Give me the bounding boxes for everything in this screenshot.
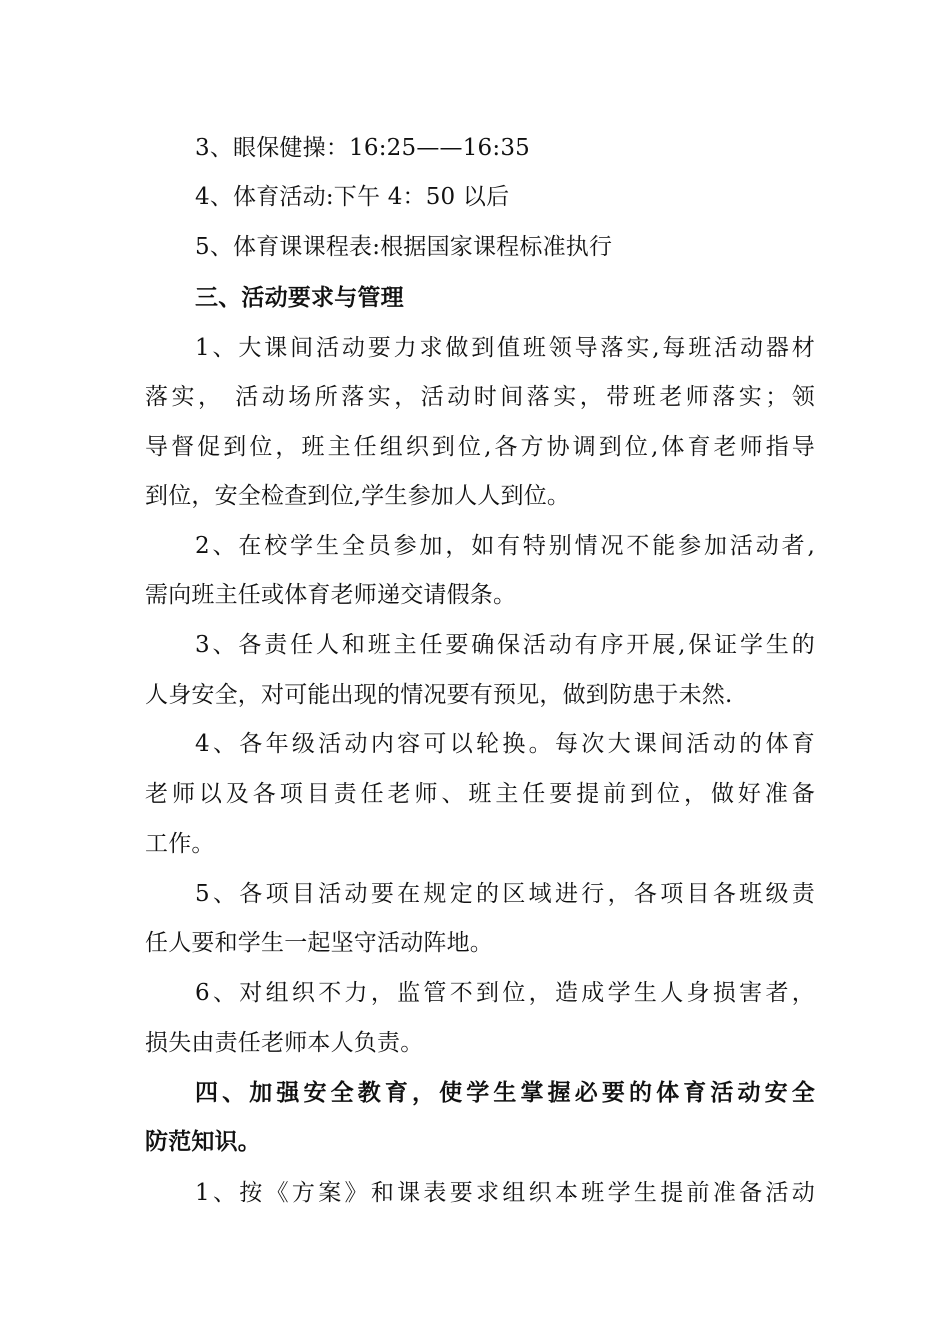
section-heading-4: 四、加强安全教育，使学生掌握必要的体育活动安全 bbox=[195, 1079, 815, 1106]
paragraph-line: 2、在校学生全员参加，如有特别情况不能参加活动者, bbox=[195, 533, 815, 559]
paragraph-line: 损失由责任老师本人负责。 bbox=[145, 1030, 424, 1056]
paragraph-line: 4、各年级活动内容可以轮换。每次大课间活动的体育 bbox=[195, 731, 815, 757]
paragraph-line: 落实， 活动场所落实，活动时间落实，带班老师落实；领 bbox=[145, 384, 815, 410]
paragraph-line: 导督促到位，班主任组织到位,各方协调到位,体育老师指导 bbox=[145, 434, 815, 460]
paragraph-line: 需向班主任或体育老师递交请假条。 bbox=[145, 582, 517, 608]
paragraph-line: 3、各责任人和班主任要确保活动有序开展,保证学生的 bbox=[195, 632, 815, 658]
paragraph-line: 1、大课间活动要力求做到值班领导落实,每班活动器材 bbox=[195, 335, 815, 361]
paragraph-line: 工作。 bbox=[145, 831, 215, 857]
paragraph-line: 人身安全，对可能出现的情况要有预见，做到防患于未然. bbox=[145, 682, 733, 708]
paragraph-line: 老师以及各项目责任老师、班主任要提前到位，做好准备 bbox=[145, 781, 815, 807]
paragraph-line: 6、对组织不力，监管不到位，造成学生人身损害者， bbox=[195, 980, 815, 1006]
paragraph-line: 任人要和学生一起坚守活动阵地。 bbox=[145, 930, 493, 956]
schedule-sports-activity: 4、体育活动:下午 4：50 以后 bbox=[195, 184, 510, 210]
section-heading-4-continued: 防范知识。 bbox=[145, 1128, 261, 1155]
paragraph-line: 1、按《方案》和课表要求组织本班学生提前准备活动 bbox=[195, 1180, 815, 1206]
paragraph-line: 到位，安全检查到位,学生参加人人到位。 bbox=[145, 483, 571, 509]
paragraph-line: 5、各项目活动要在规定的区域进行，各项目各班级责 bbox=[195, 881, 815, 907]
schedule-pe-class: 5、体育课课程表:根据国家课程标准执行 bbox=[195, 234, 613, 260]
schedule-eye-exercise: 3、眼保健操：16:25——16:35 bbox=[195, 135, 530, 161]
section-heading-3: 三、活动要求与管理 bbox=[195, 284, 404, 311]
